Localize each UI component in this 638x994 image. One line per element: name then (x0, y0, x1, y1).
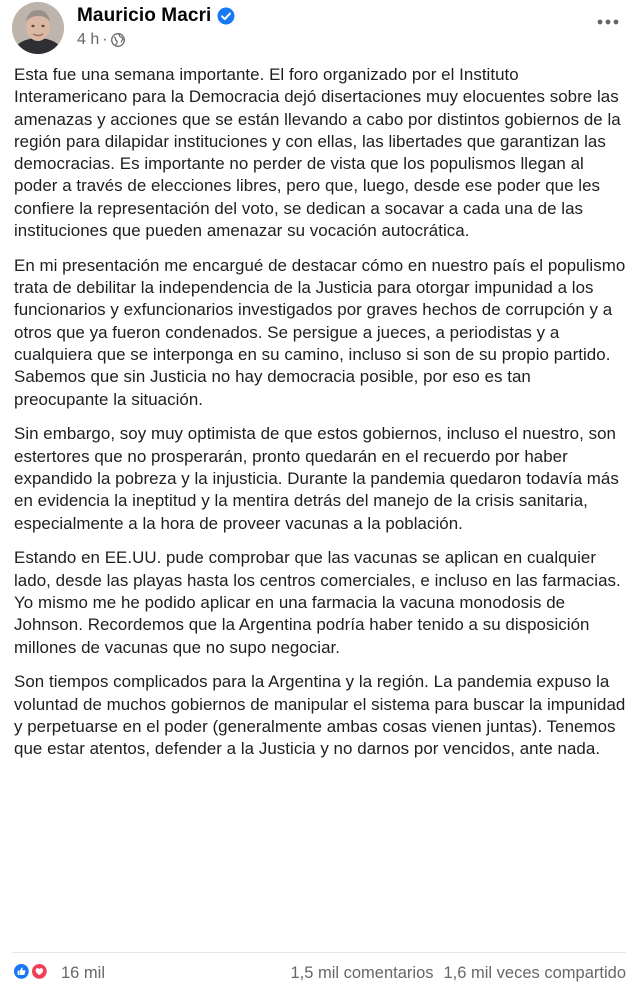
love-reaction-icon (30, 962, 52, 984)
globe-icon[interactable] (111, 33, 125, 47)
post-paragraph: Estando en EE.UU. pude comprobar que las vacunas se aplican en cualquier lado, desde las playas hasta los centros comerciales, e incluso en las farmacias. Yo mismo me he podido aplicar en una farmacia la vacuna monodosis de Johnson. Recordemos que la Argentina podría haber tenido a su disposición millones de vacunas que no supo negociar. (14, 548, 621, 657)
post-time[interactable]: 4 h (77, 31, 100, 48)
shares-count[interactable]: 1,6 mil veces compartido (443, 963, 626, 982)
avatar-image (12, 2, 64, 54)
post-body (14, 64, 628, 773)
post-footer (0, 956, 638, 990)
author-avatar[interactable] (12, 2, 64, 54)
post-paragraph: Son tiempos complicados para la Argentina y la región. La pandemia expuso la voluntad de muchos gobiernos de manipular el sistema para buscar la impunidad y perpetuarse en el poder (generalmente ambas cosas vienen juntas). Tenemos que estar atentos, defender a la Justicia y no darnos por vencidos, ante nada. (14, 672, 626, 759)
comments-count[interactable]: 1,5 mil comentarios (290, 963, 434, 982)
post-stats (290, 960, 626, 986)
post-header (0, 0, 638, 60)
post-paragraph: En mi presentación me encargué de destacar cómo en nuestro país el populismo trata de debilitar la independencia de la Justicia para otorgar impunidad a los funcionarios y exfuncionarios investigados por graves hechos de corrupción y a otros que ya fueron condenados. Se persigue a jueces, a periodistas y a cualquiera que se interponga en su camino, incluso si son de su propio partido. Sabemos que sin Justicia no hay democracia posible, por eso es tan preocupante la situación. (14, 255, 626, 409)
post-paragraph: Sin embargo, soy muy optimista de que estos gobiernos, incluso el nuestro, son estertores que no prosperarán, pronto quedarán en el recuerdo por haber expandido la pobreza y la injusticia. Durante la pandemia quedaron todavía más en evidencia la ineptitud y la mentira detrás del manejo de la crisis sanitaria, especialmente a la hora de proveer vacunas a la población. (14, 424, 619, 533)
author-row (77, 4, 235, 28)
footer-divider (12, 952, 626, 953)
reactions-summary[interactable] (12, 960, 105, 986)
post-meta (77, 30, 125, 50)
more-options-icon[interactable] (594, 8, 622, 36)
meta-separator: · (102, 31, 108, 48)
post-paragraph: Esta fue una semana importante. El foro organizado por el Instituto Interamericano para la Democracia dejó disertaciones muy elocuentes sobre las amenazas y acciones que se están llevando a cabo por distintos gobiernos de la región para dilapidar instituciones y con ellas, las libertades que garantizan las democracias. Es importante no perder de vista que los populismos llegan al poder a través de elecciones libres, pero que, luego, desde ese poder que les confiere la representación del voto, se dedican a socavar a cada una de las instituciones que pueden amenazar su vocación autocrática. (14, 65, 621, 241)
reactions-count: 16 mil (61, 963, 106, 982)
verified-badge-icon (217, 7, 235, 25)
author-name[interactable]: Mauricio Macri (77, 5, 212, 26)
